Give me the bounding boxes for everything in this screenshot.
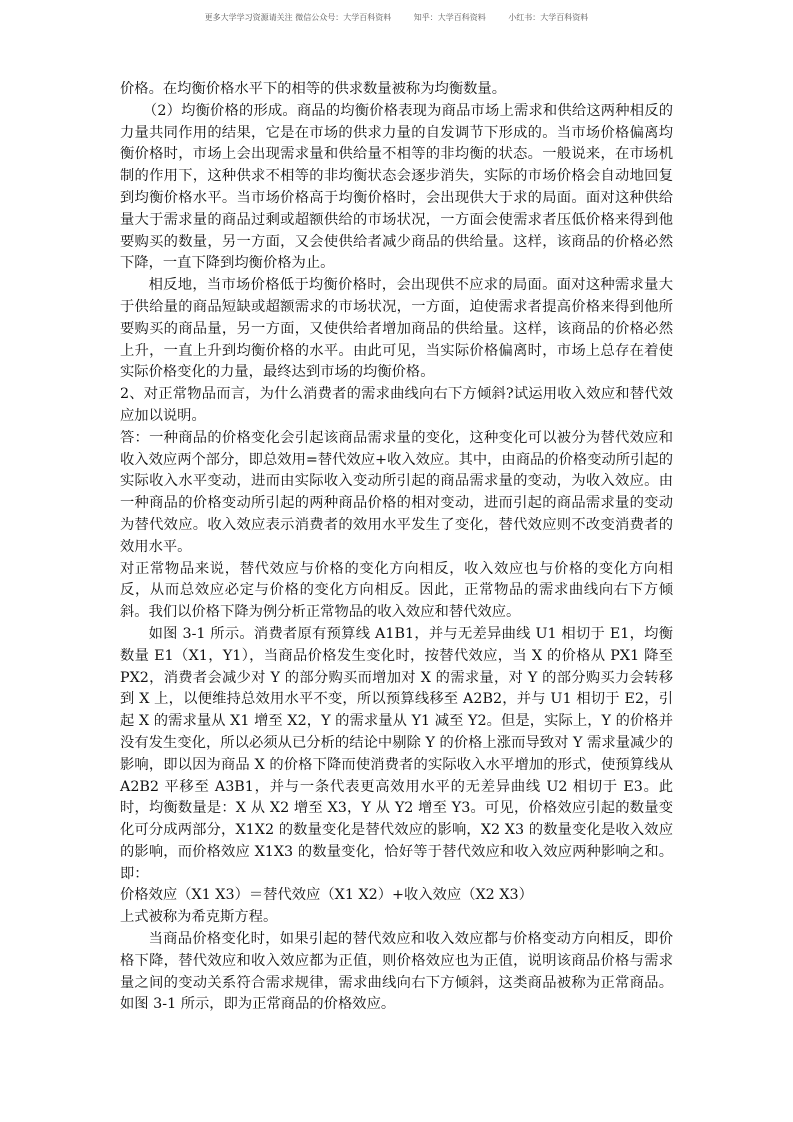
answer-paragraph: 答：一种商品的价格变化会引起该商品需求量的变化，这种变化可以被分为替代效应和收入效应两个部分，即总效用=替代效应+收入效应。其中，由商品的价格变动所引起的实际收入水平变动，进而由实际收入变动所引起的商品需求量的变动，为收入效应。由一种商品的价格变动所引起的两种商品价格的相对变动，进而引起的商品需求量的变动为替代效应。收入效应表示消费者的效用水平发生了变化，替代效应则不改变消费者的效用水平。	[120, 429, 673, 555]
page-header	[0, 12, 793, 23]
hicks-equation-note: 上式被称为希克斯方程。	[120, 909, 278, 926]
header-wechat: 更多大学学习资源请关注 微信公众号：大学百科资料	[204, 13, 392, 22]
paragraph-conclusion: 当商品价格变化时，如果引起的替代效应和收入效应都与价格变动方向相反，即价格下降，替代效应和收入效应都为正值，则价格效应也为正值，说明该商品价格与需求量之间的变动关系符合需求规律，需求曲线向右下方倾斜，这类商品被称为正常商品。如图 3-1 所示，即为正常商品的价格效应。	[120, 931, 673, 1013]
document-body	[120, 79, 673, 1016]
paragraph-equilibrium-formation: （2）均衡价格的形成。商品的均衡价格表现为商品市场上需求和供给这两种相反的力量共同作用的结果，它是在市场的供求力量的自发调节下形成的。当市场价格偏离均衡价格时，市场上会出现需求量和供给量不相等的非均衡的状态。一般说来，在市场机制的作用下，这种供求不相等的非均衡状态会逐步消失，实际的市场价格会自动地回复到均衡价格水平。当市场价格高于均衡价格时，会出现供大于求的局面。面对这种供给量大于需求量的商品过剩或超额供给的市场状况，一方面会使需求者压低价格来得到他要购买的数量，另一方面，又会使供给者减少商品的供给量。这样，该商品的价格必然下降，一直下降到均衡价格为止。	[120, 102, 673, 272]
hicks-equation: 价格效应（X1 X3）＝替代效应（X1 X2）+收入效应（X2 X3）	[120, 887, 533, 904]
question-2: 2、对正常物品而言，为什么消费者的需求曲线向右下方倾斜?试运用收入效应和替代效应加以说明。	[120, 386, 673, 424]
paragraph-equilibrium-quantity: 价格。在均衡价格水平下的相等的供求数量被称为均衡数量。	[120, 81, 507, 97]
paragraph-figure-3-1: 如图 3-1 所示。消费者原有预算线 A1B1，并与无差异曲线 U1 相切于 E1，均衡数量 E1（X1，Y1），当商品价格发生变化时，按替代效应，当 X 的价格从 PX1 降至 PX2，消费者会减少对 Y 的部分购买而增加对 X 的需求量，对 Y 的部分购买力会转移到 X 上，以便维持总效用水平不变，所以预算线移至 A2B2，并与 U1 相切于 E2，引起 X 的需求量从 X1 增至 X2，Y 的需求量从 Y1 减至 Y2。但是，实际上，Y 的价格并没有发生变化，所以必须从已分析的结论中剔除 Y 的价格上涨而导致对 Y 需求量减少的影响，即以因为商品 X 的价格下降而使消费者的实际收入水平增加的形式，使预算线从 A2B2 平移至 A3B1，并与一条代表更高效用水平的无差异曲线 U2 相切于 E3。此时，均衡数量是：X 从 X2 增至 X3，Y 从 Y2 增至 Y3。可见，价格效应引起的数量变化可分成两部分，X1X2 的数量变化是替代效应的影响，X2 X3 的数量变化是收入效应的影响，而价格效应 X1X3 的数量变化，恰好等于替代效应和收入效应两种影响之和。即：	[120, 625, 673, 882]
header-zhihu: 知乎：大学百科资料	[413, 13, 486, 22]
paragraph-shortage: 相反地，当市场价格低于均衡价格时，会出现供不应求的局面。面对这种需求量大于供给量的商品短缺或超额需求的市场状况，一方面，迫使需求者提高价格来得到他所要购买的商品量，另一方面，又使供给者增加商品的供给量。这样，该商品的价格必然上升，一直上升到均衡价格的水平。由此可见，当实际价格偏离时，市场上总存在着使实际价格变化的力量，最终达到市场的均衡价格。	[120, 277, 673, 381]
header-xiaohongshu: 小红书：大学百科资料	[508, 13, 589, 22]
paragraph-normal-goods: 对正常物品来说，替代效应与价格的变化方向相反，收入效应也与价格的变化方向相反，从而总效应必定与价格的变化方向相反。因此，正常物品的需求曲线向右下方倾斜。我们以价格下降为例分析正常物品的收入效应和替代效应。	[120, 560, 673, 621]
